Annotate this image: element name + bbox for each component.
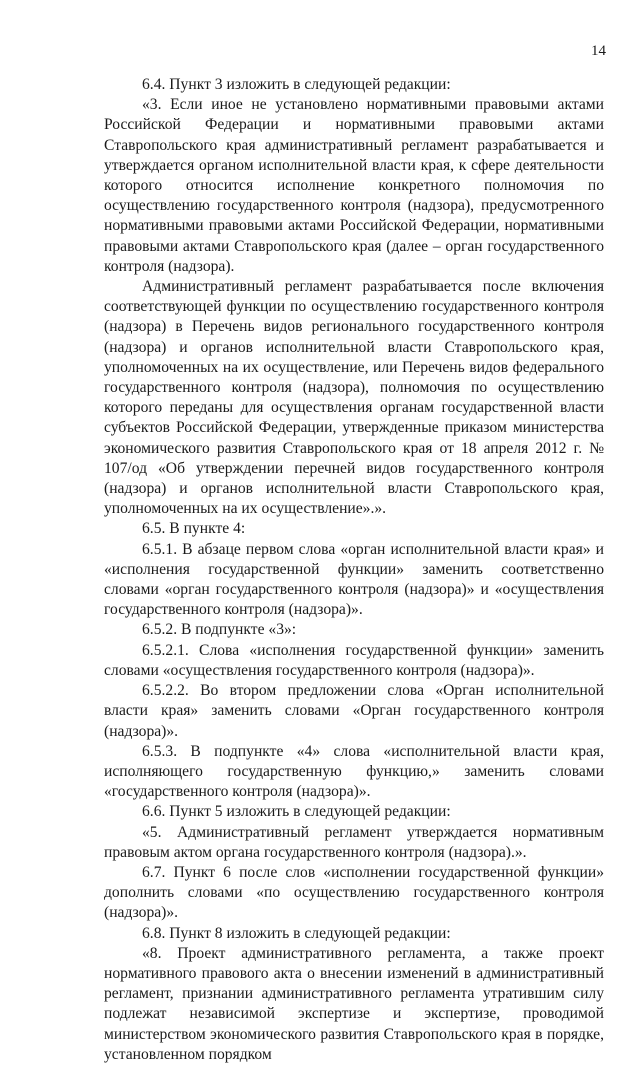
paragraph-6-5-2: 6.5.2. В подпункте «3»: <box>142 621 297 639</box>
paragraph-6-6: 6.6. Пункт 5 изложить в следующей редакции: <box>142 803 451 821</box>
document-body <box>104 75 604 1065</box>
paragraph-6-5: 6.5. В пункте 4: <box>142 520 246 538</box>
paragraph-6-5-3: 6.5.3. В подпункте «4» слова «исполнительной власти края, исполняющего государственную функцию,» заменить словами «государственного контроля (надзора)». <box>104 742 604 801</box>
paragraph-6-8: 6.8. Пункт 8 изложить в следующей редакции: <box>142 924 451 942</box>
paragraph-regulation-development: Административный регламент разрабатывается после включения соответствующей функции по осуществлению государственного контроля (надзора) в Перечень видов регионального государственного контроля (надзора) и органов исполнительной власти Ставропольского края, уполномоченных на их осуществление, или Перечень видов федерального государственного контроля (надзора), полномочия по осуществлению которого переданы для осуществления органам государственной власти субъектов Российской Федерации, утвержденные приказом министерства экономического развития Ставропольского края от 18 апреля 2012 г. № 107/од «Об утверждении перечней видов государственного контроля (надзора) и органов исполнительной власти Ставропольского края, уполномоченных на их осуществление».». <box>104 278 604 518</box>
paragraph-6-5-2-1: 6.5.2.1. Слова «исполнения государственной функции» заменить словами «осуществления государственного контроля (надзора)». <box>104 641 604 679</box>
paragraph-item-5-text: «5. Административный регламент утверждается нормативным правовым актом органа государственного контроля (надзора).». <box>104 823 604 861</box>
paragraph-6-5-2-2: 6.5.2.2. Во втором предложении слова «Орган исполнительной власти края» заменить словами «Орган государственного контроля (надзора)». <box>104 682 604 740</box>
paragraph-item-3-text: «3. Если иное не установлено нормативными правовыми актами Российской Федерации и нормативными правовыми актами Ставропольского края административный регламент разрабатывается и утверждается органом исполнительной власти края, к сфере деятельности которого относится исполнение конкретного полномочия по осуществлению государственного контроля (надзора), предусмотренного нормативными правовыми актами Российской Федерации, нормативными правовыми актами Ставропольского края (далее – орган государственного контроля (надзора). <box>104 96 604 275</box>
page-number: 14 <box>591 43 606 59</box>
paragraph-6-4: 6.4. Пункт 3 изложить в следующей редакции: <box>142 76 451 93</box>
paragraph-6-7: 6.7. Пункт 6 после слов «исполнении государственной функции» дополнить словами «по осуществлению государственного контроля (надзора)». <box>104 863 604 922</box>
paragraph-item-8-text: «8. Проект административного регламента, а также проект нормативного правового акта о внесении изменений в административный регламент, признании административного регламента утратившим силу подлежат независимой экспертизе и экспертизе, проводимой министерством экономического развития Ставропольского края в порядке, установленном порядком <box>104 944 604 1063</box>
paragraph-6-5-1: 6.5.1. В абзаце первом слова «орган исполнительной власти края» и «исполнения государственной функции» заменить соответственно словами «орган государственного контроля (надзора)» и «осуществления государственного контроля (надзора)». <box>104 540 604 619</box>
